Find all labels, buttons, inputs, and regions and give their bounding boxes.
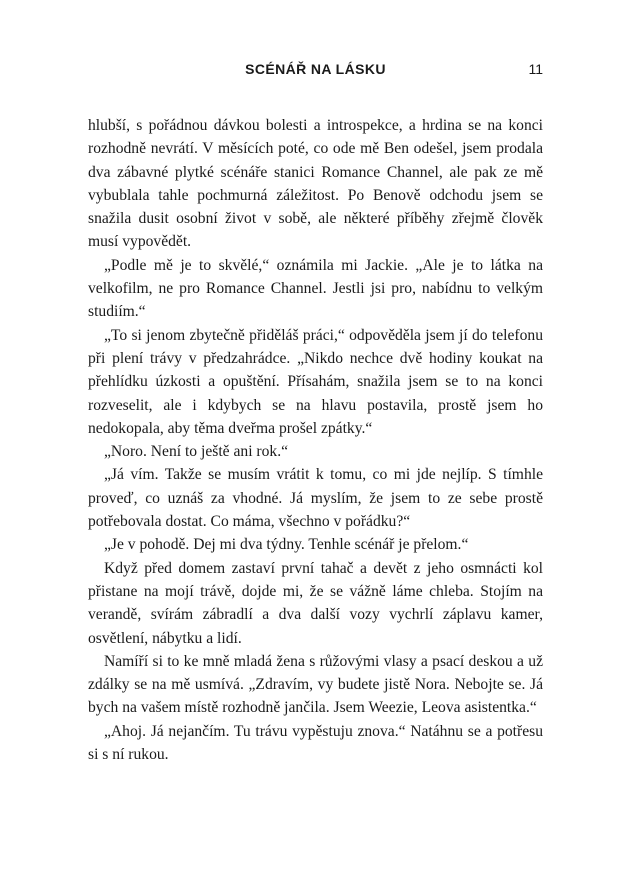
- paragraph: „Ahoj. Já nejančím. Tu trávu vypěstuju znova.“ Natáhnu se a potřesu si s ní rukou.: [88, 722, 543, 764]
- page-header: [88, 61, 543, 81]
- paragraph: „To si jenom zbytečně přiděláš práci,“ odpověděla jsem jí do telefonu při plení trávy v předzahrádce. „Nikdo nechce dvě hodiny koukat na přehlídku úzkosti a opuštění. Přísahám, snažila jsem se to na konci rozveselit, ale i kdybych se na hlavu postavila, prostě jsem ho nedokopala, aby těma dveřma prošel zpátky.“: [88, 326, 543, 437]
- body-text: [88, 114, 543, 766]
- paragraph: „Podle mě je to skvělé,“ oznámila mi Jackie. „Ale je to látka na velkofilm, ne pro Romance Channel. Jestli jsi pro, nabídnu to velkým studiím.“: [88, 256, 543, 321]
- paragraph: Namíří si to ke mně mladá žena s růžovými vlasy a psací deskou a už zdálky se na mě usmívá. „Zdravím, vy budete jistě Nora. Nebojte se. Já bych na vašem místě rozhodně jančila. Jsem Weezie, Leova asistentka.“: [88, 652, 543, 717]
- paragraph: „Já vím. Takže se musím vrátit k tomu, co mi jde nejlíp. S tímhle proveď, co uznáš za vhodné. Já myslím, že jsem to ze sebe prostě potřebovala dostat. Co máma, všechno v pořádku?“: [88, 466, 543, 531]
- paragraph: hlubší, s pořádnou dávkou bolesti a introspekce, a hrdina se na konci rozhodně nevrátí. V měsících poté, co ode mě Ben odešel, jsem prodala dva zábavné plytké scénáře stanici Romance Channel, ale pak ze mě vybublala tahle pochmurná záležitost. Po Benově odchodu jsem se snažila dusit osobní život v sobě, ale některé příběhy zřejmě člověk musí vypovědět.: [88, 117, 543, 251]
- page-number: 11: [528, 61, 543, 77]
- running-title: SCÉNÁŘ NA LÁSKU: [245, 61, 386, 77]
- paragraph: Když před domem zastaví první tahač a devět z jeho osmnácti kol přistane na mojí trávě, dojde mi, že se vážně láme chleba. Stojím na verandě, svírám zábradlí a dva další vozy vychrlí záplavu kamer, osvětlení, nábytku a lidí.: [88, 559, 543, 647]
- paragraph: „Je v pohodě. Dej mi dva týdny. Tenhle scénář je přelom.“: [104, 536, 469, 554]
- paragraph: „Noro. Není to ještě ani rok.“: [104, 443, 289, 461]
